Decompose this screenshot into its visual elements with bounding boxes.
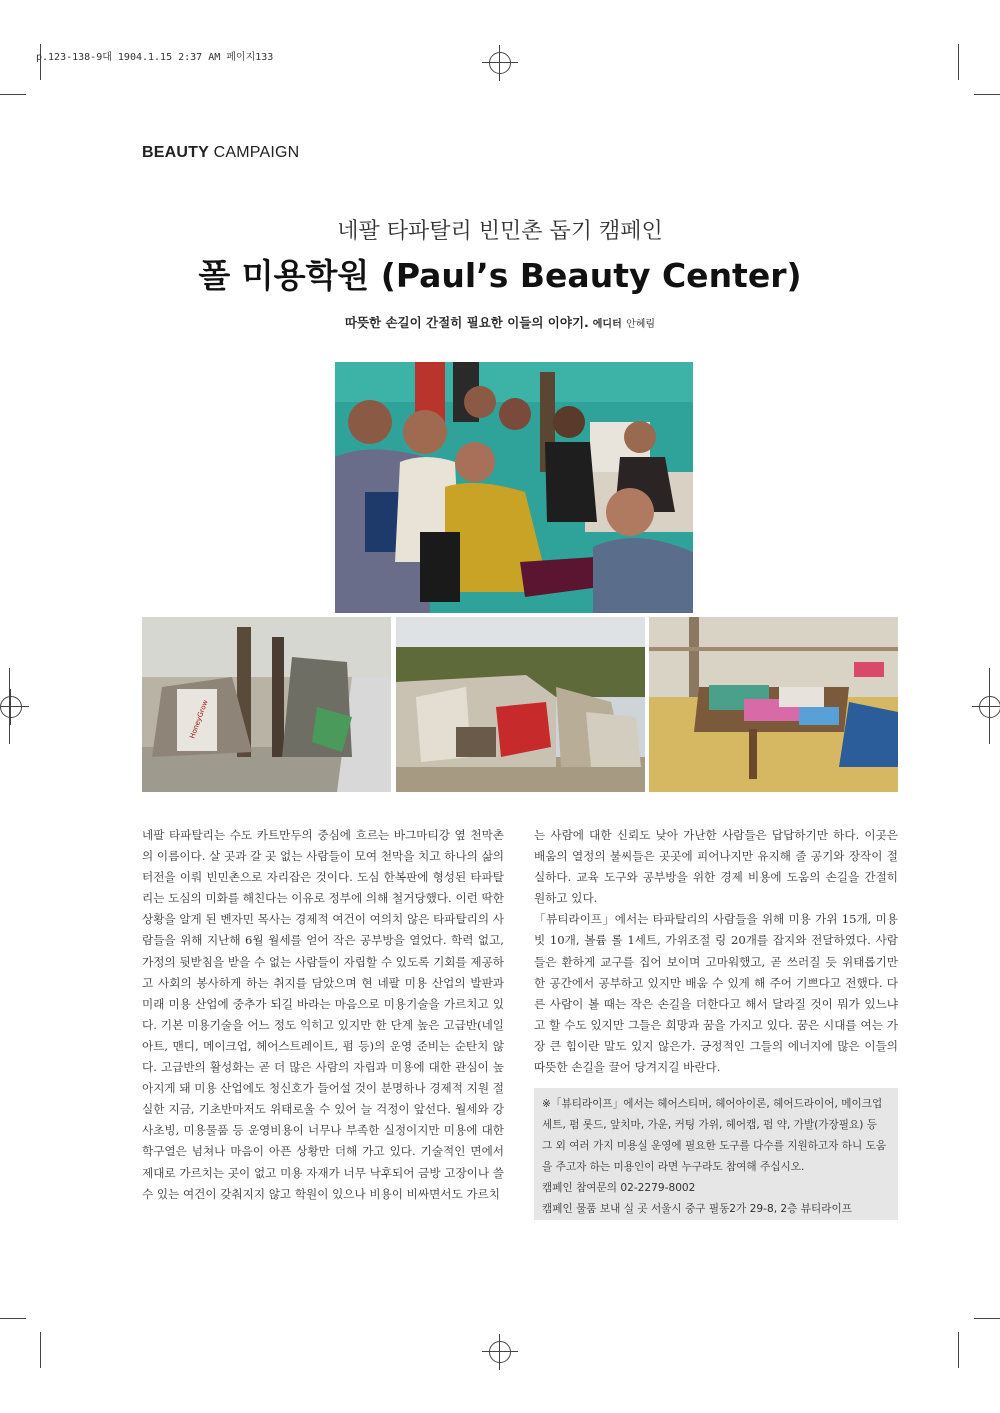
crop-mark [974,1318,1000,1319]
group-photo-illustration [335,362,693,613]
subtitle [0,313,1000,331]
body-paragraph: 는 사람에 대한 신뢰도 낮아 가난한 사람들은 답답하기만 하다. 이곳은 배움의 열정의 불씨들은 곳곳에 피어나지만 유지해 줄 공기와 장작이 절실하다. 교육 도구와 공부방을 위한 경제 비용에 도움의 손길을 간절히 원하고 있다. [534,828,898,906]
section-label-rest: CAMPAIGN [208,144,300,161]
editor-name: 안혜림 [626,319,656,330]
classroom-table-illustration [649,617,898,792]
crop-mark [0,1318,26,1319]
notice-address: 캠페인 물품 보내 실 곳 서울시 중구 필동2가 29-8, 2층 뷰티라이프 [542,1203,852,1215]
registration-mark-icon [0,696,22,718]
body-column-left [142,825,504,1205]
notice-contact: 캠페인 참여문의 02-2279-8002 [542,1182,696,1194]
editor-label: 에디터 [592,319,622,330]
kicker: 네팔 타파탈리 빈민촌 돕기 캠페인 [337,219,663,244]
subtitle-text: 따뜻한 손길이 간절히 필요한 이들의 이야기. [344,315,589,330]
slum-shelters-illustration [396,617,645,792]
section-label-bold: BEAUTY [142,144,209,161]
crop-mark [989,668,990,744]
registration-mark-icon [489,52,511,74]
crop-mark [40,1332,41,1368]
section-label [142,144,299,162]
crop-mark [0,94,26,95]
crop-mark [9,668,10,744]
donation-notice-box [534,1088,898,1220]
registration-mark-icon [489,1341,511,1363]
tent-banner-text: HoneyGrow [188,698,210,740]
crop-mark [974,94,1000,95]
body-column-right [534,825,898,1078]
print-slug: p.123-138-9대 1904.1.15 2:37 AM 페이지133 [36,52,274,63]
crop-mark [958,44,959,80]
crop-mark [958,1332,959,1368]
main-photo [335,362,693,613]
slum-photo-1 [142,617,391,792]
classroom-photo [649,617,898,792]
slum-photo-2 [396,617,645,792]
slum-tents-illustration [142,617,391,792]
notice-text: ※「뷰티라이프」에서는 헤어스티머, 헤어아이론, 헤어드라이어, 메이크업세트, 펌 롯드, 앞치마, 가운, 커팅 가위, 헤어캡, 펌 약, 가발(가장필요) 등 그 외 여러 가지 미용실 운영에 필요한 도구를 다수를 지원하고자 하니 도움을 주고자 하는 미용인이 라면 누구라도 참여해 주십시오. [542,1098,887,1173]
body-paragraph: 「뷰티라이프」에서는 타파탈리의 사람들을 위해 미용 가위 15개, 미용빗 10개, 볼륨 롤 1세트, 가위조절 링 20개를 잡지와 전달하였다. 사람들은 환하게 교구를 집어 보이며 고마워했고, 곧 쓰러질 듯 위태롭기만 한 공간에서 공부하고 있지만 배움 수 있게 해 주어 기쁘다고 전했다. 다른 사람이 볼 때는 작은 손길을 더한다고 해서 달라질 것이 뭐가 있느냐고 할 수도 있지만 그들은 희망과 꿈을 가지고 있다. 꿈은 시대를 여는 가장 큰 힘이란 말도 있지 않은가. 긍정적인 그들의 에너지에 많은 이들의 따뜻한 손길을 끌어 당겨지길 바란다. [534,912,898,1075]
page-title: 폴 미용학원 (Paul’s Beauty Center) [198,256,802,295]
body-paragraph: 네팔 타파탈리는 수도 카트만두의 중심에 흐르는 바그마티강 옆 천막촌의 이름이다. 살 곳과 갈 곳 없는 사람들이 모여 천막을 치고 하나의 삶의 터전을 이뤄 빈민촌으로 자리잡은 것이다. 도심 한복판에 형성된 타파탈리는 도심의 미화를 해친다는 이유로 정부에 의해 철거당했다. 이런 딱한 상황을 알게 된 벤자민 목사는 경제적 여건이 여의치 않은 타파탈리의 사람들을 위해 지난해 6월 월세를 얻어 작은 공부방을 열었다. 학력 없고, 가정의 뒷받침을 받을 수 없는 사람들이 자립할 수 있도록 기회를 제공하고 사회의 봉사하게 하는 취지를 담았으며 현 네팔 미용 산업의 발판과 미래 미용 산업에 중추가 되길 바라는 마음으로 미용기술을 가르치고 있다. 기본 미용기술을 어느 정도 익히고 있지만 한 단계 높은 고급반(네일아트, 맨디, 메이크업, 헤어스트레이트, 펌 등)의 운영 준비는 순탄치 않다. 고급반의 활성화는 곧 더 많은 사람의 자립과 미용에 대한 관심이 높아지게 돼 미용 산업에도 청신호가 들어설 것이 분명하나 경제적 지원 절실한 지금, 기초반마저도 위태로울 수 있어 늘 걱정이 앞선다. 월세와 강사초빙, 미용물품 등 운영비용이 너무나 부족한 실정이지만 미용에 대한 학구열은 넘쳐나 마음이 아픈 상황만 더해 가고 있다. 기술적인 면에서 제대로 가르치는 곳이 없고 미용 자재가 너무 낙후되어 금방 고장이나 쓸 수 있는 여건이 갖춰지지 않고 학원이 있으나 비용이 비싸면서도 가르치 [142,828,504,1201]
